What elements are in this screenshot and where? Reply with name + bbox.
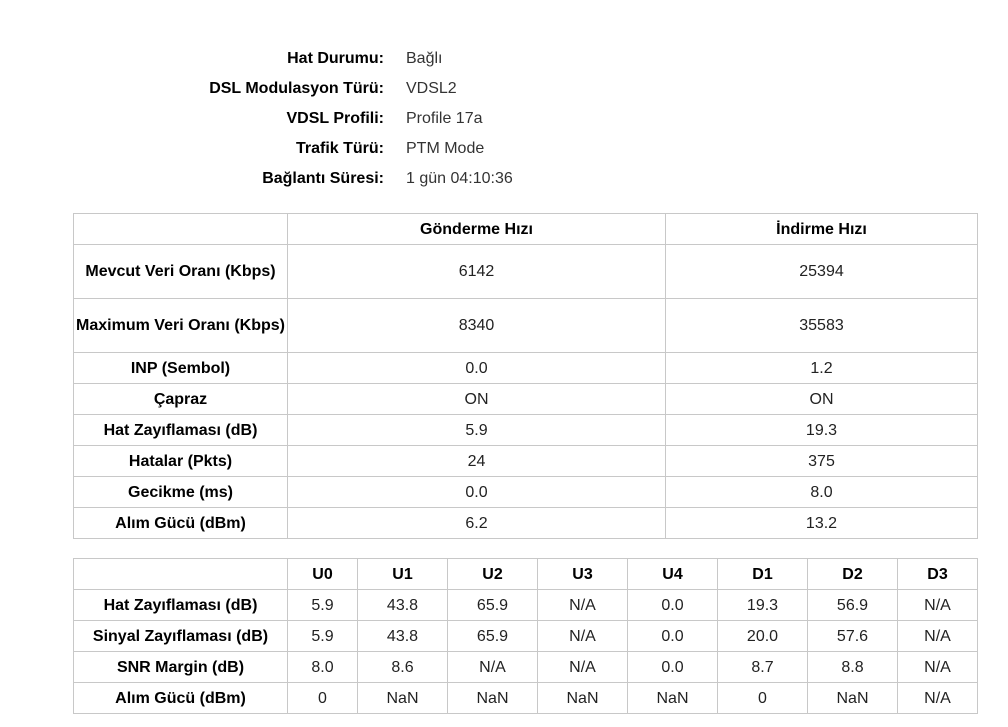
band-value: 65.9 [448,590,538,621]
downstream-value: 35583 [666,299,978,353]
band-value: 8.7 [718,652,808,683]
downstream-value: ON [666,384,978,415]
upstream-value: ON [288,384,666,415]
band-value: N/A [898,621,978,652]
band-value: 19.3 [718,590,808,621]
line-status-summary [0,44,600,194]
band-value: N/A [898,590,978,621]
table-row [74,415,978,446]
band-statistics-table [73,558,978,714]
table-row [74,621,978,652]
band-value: 65.9 [448,621,538,652]
upstream-value: 6142 [288,245,666,299]
row-label: Çapraz [74,384,288,415]
status-value: Bağlı [406,50,443,67]
band-value: 5.9 [288,590,358,621]
upstream-value: 0.0 [288,353,666,384]
band-value: 20.0 [718,621,808,652]
status-label: VDSL Profili: [286,110,384,127]
table-header-row [74,559,978,590]
band-value: 8.6 [358,652,448,683]
header-cell-band: D1 [718,559,808,590]
upstream-value: 24 [288,446,666,477]
header-cell-band: U2 [448,559,538,590]
row-label: SNR Margin (dB) [74,652,288,683]
band-value: 5.9 [288,621,358,652]
row-label: Alım Gücü (dBm) [74,683,288,714]
header-cell-band: D3 [898,559,978,590]
band-value: 43.8 [358,590,448,621]
table-row [74,446,978,477]
row-label: Sinyal Zayıflaması (dB) [74,621,288,652]
downstream-value: 19.3 [666,415,978,446]
data-rate-table [73,213,978,539]
table-row [74,353,978,384]
band-value: 0.0 [628,621,718,652]
band-value: N/A [538,621,628,652]
status-label: DSL Modulasyon Türü: [209,80,384,97]
header-cell-upstream: Gönderme Hızı [288,214,666,245]
band-value: 56.9 [808,590,898,621]
downstream-value: 375 [666,446,978,477]
row-label: Alım Gücü (dBm) [74,508,288,539]
header-cell-band: U3 [538,559,628,590]
status-value: PTM Mode [406,140,485,157]
status-label: Trafik Türü: [295,140,384,157]
table-header-row [74,214,978,245]
header-cell-downstream: İndirme Hızı [666,214,978,245]
status-row-traffic-type [0,134,600,164]
band-value: NaN [448,683,538,714]
band-value: 43.8 [358,621,448,652]
row-label: Gecikme (ms) [74,477,288,508]
row-label: Maximum Veri Oranı (Kbps) [74,299,288,353]
upstream-value: 8340 [288,299,666,353]
downstream-value: 25394 [666,245,978,299]
status-row-modulation [0,74,600,104]
band-value: 0 [718,683,808,714]
header-cell-band: U1 [358,559,448,590]
upstream-value: 0.0 [288,477,666,508]
status-row-line-state [0,44,600,74]
row-label: Mevcut Veri Oranı (Kbps) [74,245,288,299]
table-row [74,299,978,353]
band-value: NaN [628,683,718,714]
status-row-uptime [0,164,600,194]
band-value: 0.0 [628,590,718,621]
header-cell-empty [74,214,288,245]
status-label: Hat Durumu: [287,50,384,67]
row-label: Hat Zayıflaması (dB) [74,415,288,446]
band-value: N/A [538,652,628,683]
header-cell-empty [74,559,288,590]
upstream-value: 5.9 [288,415,666,446]
band-value: 8.8 [808,652,898,683]
downstream-value: 8.0 [666,477,978,508]
downstream-value: 1.2 [666,353,978,384]
table-row [74,384,978,415]
band-value: N/A [898,652,978,683]
row-label: Hatalar (Pkts) [74,446,288,477]
band-value: NaN [538,683,628,714]
band-value: 8.0 [288,652,358,683]
status-value: Profile 17a [406,110,483,127]
status-value: VDSL2 [406,80,457,97]
downstream-value: 13.2 [666,508,978,539]
band-value: 57.6 [808,621,898,652]
status-label: Bağlantı Süresi: [262,170,384,187]
band-value: NaN [358,683,448,714]
table-row [74,652,978,683]
table-row [74,590,978,621]
row-label: INP (Sembol) [74,353,288,384]
upstream-value: 6.2 [288,508,666,539]
band-value: NaN [808,683,898,714]
header-cell-band: U0 [288,559,358,590]
header-cell-band: U4 [628,559,718,590]
table-row [74,683,978,714]
table-row [74,508,978,539]
row-label: Hat Zayıflaması (dB) [74,590,288,621]
band-value: 0 [288,683,358,714]
table-row [74,477,978,508]
band-value: 0.0 [628,652,718,683]
status-row-profile [0,104,600,134]
band-value: N/A [538,590,628,621]
band-value: N/A [448,652,538,683]
band-value: N/A [898,683,978,714]
header-cell-band: D2 [808,559,898,590]
table-row [74,245,978,299]
status-value: 1 gün 04:10:36 [406,170,513,187]
